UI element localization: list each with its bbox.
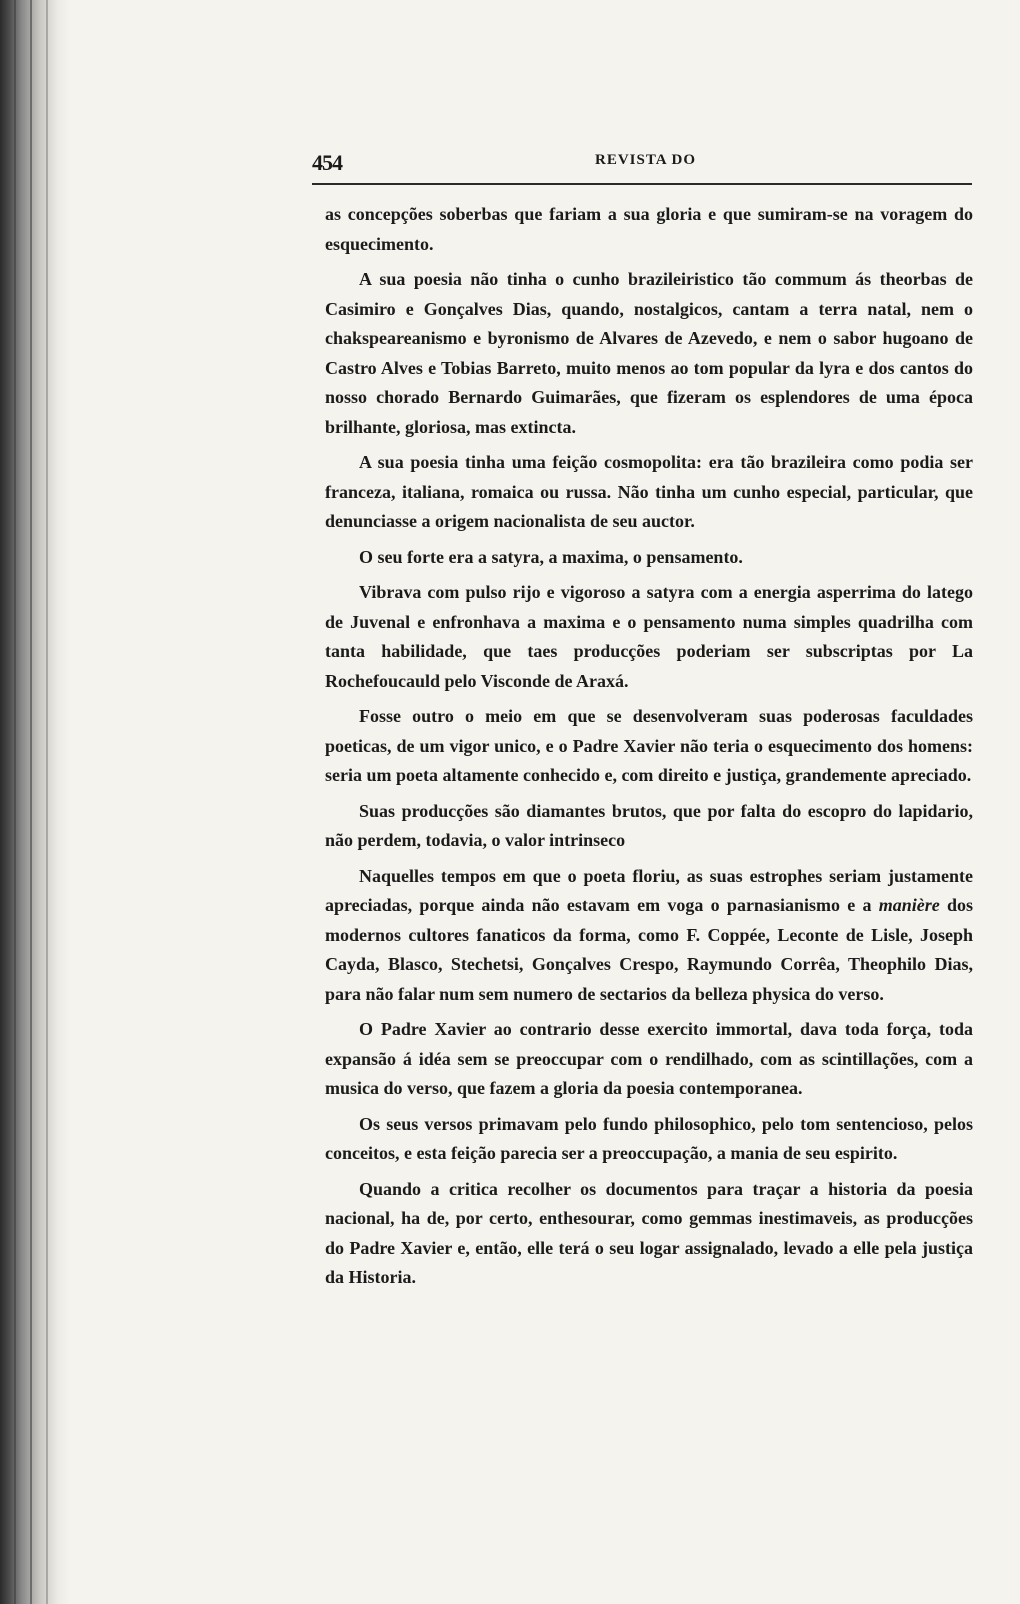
paragraph: as concepções soberbas que fariam a sua gloria e que sumiram-se na voragem do esquecimento. <box>325 204 973 254</box>
paragraph-text: dos modernos cultores fanaticos da forma, como F. Coppée, Leconte de Lisle, Joseph Cayda, Blasco, Stechetsi, Gonçalves Crespo, Raymundo Corrêa, Theophilo Dias, para não falar num sem numero de sectarios da belleza physica do verso. <box>325 895 974 1004</box>
page-header <box>312 150 970 176</box>
body-text <box>325 200 973 1299</box>
page-number: 454 <box>312 150 342 175</box>
spine-line <box>14 0 16 1604</box>
italic-term: manière <box>878 895 940 915</box>
paragraph: A sua poesia tinha uma feição cosmopolita: era tão brazileira como podia ser franceza, italiana, romaica ou russa. Não tinha um cunho especial, particular, que denunciasse a origem nacionalista de seu auctor. <box>325 452 973 531</box>
paragraph: A sua poesia não tinha o cunho brazileiristico tão commum ás theorbas de Casimiro e Gonçalves Dias, quando, nostalgicos, cantam a terra natal, nem o chakspeareanismo e byronismo de Alvares de Azevedo, e nem o sabor hugoano de Castro Alves e Tobias Barreto, muito menos ao tom popular da lyra e dos cantos do nosso chorado Bernardo Guimarães, que fizeram os esplendores de uma época brilhante, gloriosa, mas extincta. <box>325 269 973 437</box>
paragraph: Fosse outro o meio em que se desenvolveram suas poderosas faculdades poeticas, de um vigor unico, e o Padre Xavier não teria o esquecimento dos homens: seria um poeta altamente conhecido e, com direito e justiça, grandemente apreciado. <box>325 706 973 785</box>
paragraph: Suas producções são diamantes brutos, que por falta do escopro do lapidario, não perdem, todavia, o valor intrinseco <box>325 800 973 850</box>
book-spine-shadow <box>0 0 70 1604</box>
running-head: REVISTA DO <box>595 152 696 168</box>
spine-line <box>30 0 32 1604</box>
paragraph: Os seus versos primavam pelo fundo philosophico, pelo tom sentencioso, pelos conceitos, e esta feição parecia ser a preoccupação, a mania de seu espirito. <box>325 1113 973 1163</box>
header-rule <box>312 183 972 185</box>
spine-line <box>46 0 48 1604</box>
paragraph: Vibrava com pulso rijo e vigoroso a satyra com a energia asperrima do latego de Juvenal e enfronhava a maxima e o pensamento numa simples quadrilha com tanta habilidade, que taes producções poderiam ser subscriptas por La Rochefoucauld pelo Visconde de Araxá. <box>325 582 973 691</box>
paragraph <box>325 862 973 1010</box>
paragraph: O seu forte era a satyra, a maxima, o pensamento. <box>359 546 743 567</box>
paragraph: O Padre Xavier ao contrario desse exercito immortal, dava toda força, toda expansão á idéa sem se preoccupar com o rendilhado, com as scintillações, com a musica do verso, que fazem a gloria da poesia contemporanea. <box>325 1019 973 1098</box>
paragraph: Quando a critica recolher os documentos para traçar a historia da poesia nacional, ha de, por certo, enthesourar, como gemmas inestimaveis, as producções do Padre Xavier e, então, elle terá o seu logar assignalado, levado a elle pela justiça da Historia. <box>325 1178 973 1287</box>
paragraph-text: Naquelles tempos em que o poeta floriu, as suas estrophes seriam justamente apreciadas, porque ainda não estavam em voga o parnasianismo e a <box>325 865 973 915</box>
